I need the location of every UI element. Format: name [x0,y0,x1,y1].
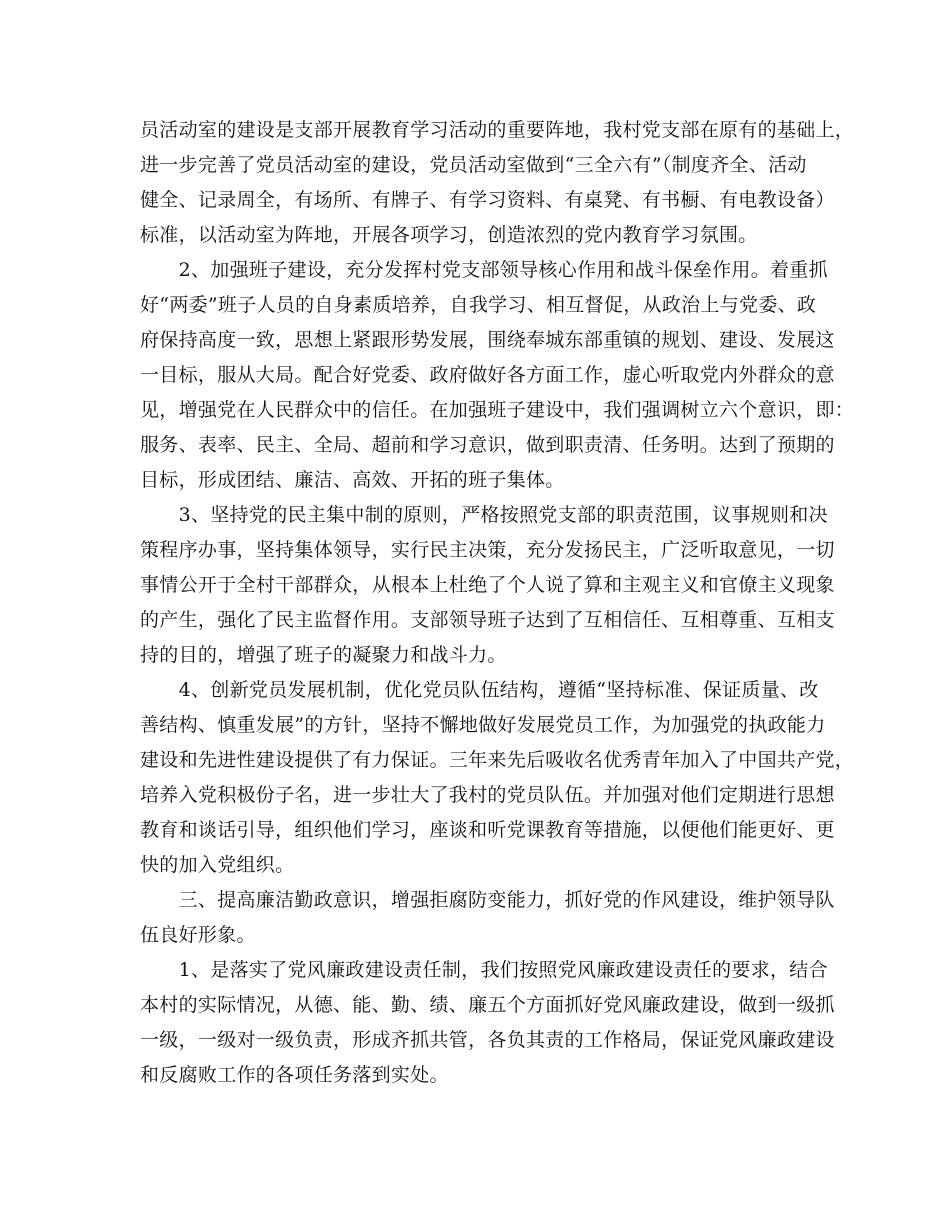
text-line: 健全、记录周全，有场所、有牌子、有学习资料、有桌凳、有书橱、有电教设备） [140,189,835,211]
text-line: 培养入党积极份子名，进一步壮大了我村的党员队伍。并加强对他们定期进行思想 [140,784,835,806]
paragraph-2-start: 2、加强班子建设，充分发挥村党支部领导核心作用和战斗保垒作用。着重抓 [140,259,828,281]
text-line: 伍良好形象。 [140,924,256,946]
text-line: 建设和先进性建设提供了有力保证。三年来先后吸收名优秀青年加入了中国共产党， [140,749,855,771]
paragraph-5-start: 1、是落实了党风廉政建设责任制，我们按照党风廉政建设责任的要求，结合 [140,959,828,981]
text-line: 本村的实际情况，从德、能、勤、绩、廉五个方面抓好党风廉政建设，做到一级抓 [140,994,835,1016]
text-line: 善结构、慎重发展”的方针，坚持不懈地做好发展党员工作，为加强党的执政能力 [140,714,826,736]
text-line: 服务、表率、民主、全局、超前和学习意识，做到职责清、任务明。达到了预期的 [140,434,835,456]
text-line: 事情公开于全村干部群众，从根本上杜绝了个人说了算和主观主义和官僚主义现象 [140,574,835,596]
text-line: 一级，一级对一级负责，形成齐抓共管，各负其责的工作格局，保证党风廉政建设 [140,1029,835,1051]
text-line: 一目标，服从大局。配合好党委、政府做好各方面工作，虚心听取党内外群众的意 [140,364,835,386]
text-line: 府保持高度一致，思想上紧跟形势发展，围绕奉城东部重镇的规划、建设、发展这 [140,329,835,351]
text-line: 好“两委”班子人员的自身素质培养，自我学习、相互督促，从政治上与党委、政 [140,294,817,316]
text-line: 员活动室的建设是支部开展教育学习活动的重要阵地，我村党支部在原有的基础上， [140,119,855,141]
text-line: 目标，形成团结、廉洁、高效、开拓的班子集体。 [140,469,565,491]
paragraph-3-start: 3、坚持党的民主集中制的原则，严格按照党支部的职责范围，议事规则和决 [140,504,828,526]
text-line: 策程序办事，坚持集体领导，实行民主决策，充分发扬民主，广泛听取意见，一切 [140,539,835,561]
text-line: 进一步完善了党员活动室的建设，党员活动室做到“三全六有”（制度齐全、活动 [140,154,807,176]
section-heading-3: 三、提高廉洁勤政意识，增强拒腐防变能力，抓好党的作风建设，维护领导队 [140,889,835,911]
text-line: 的产生，强化了民主监督作用。支部领导班子达到了互相信任、互相尊重、互相支 [140,609,835,631]
document-body [140,113,855,1093]
text-line: 快的加入党组织。 [140,854,295,876]
text-line: 和反腐败工作的各项任务落到实处。 [140,1064,449,1086]
text-line: 教育和谈话引导，组织他们学习，座谈和听党课教育等措施，以便他们能更好、更 [140,819,835,841]
text-line: 见，增强党在人民群众中的信任。在加强班子建设中，我们强调树立六个意识，即： [140,399,855,421]
text-line: 持的目的，增强了班子的凝聚力和战斗力。 [140,644,507,666]
paragraph-4-start: 4、创新党员发展机制，优化党员队伍结构，遵循“坚持标准、保证质量、改 [140,679,819,701]
text-line: 标准，以活动室为阵地，开展各项学习，创造浓烈的党内教育学习氛围。 [140,224,758,246]
